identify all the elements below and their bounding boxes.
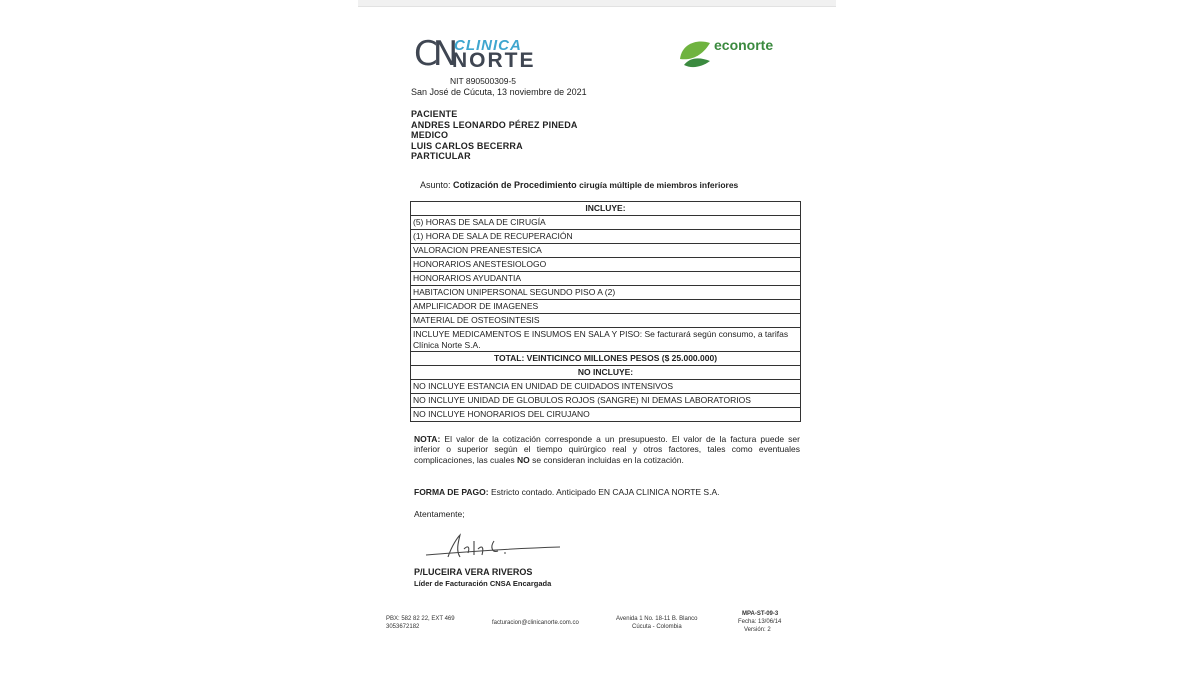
payment-paragraph (414, 487, 800, 497)
footer-email: facturacion@clinicanorte.com.co (492, 620, 579, 626)
include-item: VALORACION PREANESTESICA (411, 244, 801, 258)
excludes-header: NO INCLUYE: (411, 366, 801, 380)
note-text-2: se consideran incluidas en la cotización. (532, 454, 684, 465)
header-line-medico: MEDICO (411, 130, 449, 140)
note-label: NOTA: (414, 434, 441, 444)
place-date: San José de Cúcuta, 13 noviembre de 2021 (411, 87, 587, 97)
footer-code-date: Fecha: 13/06/14 (738, 619, 782, 625)
leaf-icon (676, 35, 716, 69)
include-item: (5) HORAS DE SALA DE CIRUGÍA (411, 216, 801, 230)
exclude-item: NO INCLUYE ESTANCIA EN UNIDAD DE CUIDADOS INTENSIVOS (411, 380, 801, 394)
subject-title: Cotización de Procedimiento (453, 180, 577, 190)
include-item: (1) HORA DE SALA DE RECUPERACIÓN (411, 230, 801, 244)
quote-table (410, 201, 801, 422)
header-line-paciente: PACIENTE (411, 109, 458, 119)
header-line-particular: PARTICULAR (411, 151, 471, 161)
signer-name: P/LUCEIRA VERA RIVEROS (414, 567, 533, 577)
footer-code: MPA-ST-09-3 (742, 611, 779, 617)
footer-city: Cúcuta - Colombia (632, 624, 682, 630)
include-item: MATERIAL DE OSTEOSINTESIS (411, 314, 801, 328)
viewer-top-bar (358, 0, 836, 7)
note-emphasis: NO (517, 454, 530, 465)
include-item: HABITACION UNIPERSONAL SEGUNDO PISO A (2) (411, 286, 801, 300)
include-item: HONORARIOS ANESTESIOLOGO (411, 258, 801, 272)
payment-label: FORMA DE PAGO: (414, 487, 489, 497)
subject-detail: cirugía múltiple de miembros inferiores (579, 180, 739, 190)
subject-label: Asunto: (420, 180, 451, 190)
clinica-norte-logo-word1: CLINICA (454, 37, 522, 54)
include-item: AMPLIFICADOR DE IMAGENES (411, 300, 801, 314)
document-page (358, 7, 836, 675)
clinica-norte-logo-word2: NORTE (452, 49, 536, 72)
footer-phone2: 3053672182 (386, 624, 420, 630)
total-row: TOTAL: VEINTICINCO MILLONES PESOS ($ 25.000.000) (411, 352, 801, 366)
include-item: INCLUYE MEDICAMENTOS E INSUMOS EN SALA Y PISO: Se facturará según consumo, a tarifas Clínica Norte S.A. (411, 328, 801, 352)
includes-header: INCLUYE: (411, 202, 801, 216)
header-line-patient-name: ANDRES LEONARDO PÉREZ PINEDA (411, 119, 578, 130)
note-text-1: El valor de la cotización corresponde a un presupuesto. El valor de la factura puede ser inferior o superior según el tiempo quirúrgico real y otros factores, tales como eventuales complicaciones, las cuales (414, 434, 800, 465)
exclude-item: NO INCLUYE HONORARIOS DEL CIRUJANO (411, 408, 801, 422)
subject-line (420, 180, 738, 191)
note-paragraph (414, 434, 800, 465)
payment-text: Estricto contado. Anticipado EN CAJA CLINICA NORTE S.A. (490, 487, 720, 497)
clinica-norte-logo-mark: CN (414, 34, 454, 74)
exclude-item: NO INCLUYE UNIDAD DE GLOBULOS ROJOS (SANGRE) NI DEMAS LABORATORIOS (411, 394, 801, 408)
signer-role: Líder de Facturación CNSA Encargada (414, 579, 552, 588)
header-line-doctor-name: LUIS CARLOS BECERRA (411, 140, 523, 151)
closing: Atentamente; (414, 509, 465, 519)
footer-version: Versión: 2 (744, 627, 771, 633)
handwritten-signature (424, 527, 564, 563)
nit-line: NIT 890500309-5 (450, 76, 517, 86)
econorte-logo-text: econorte (714, 37, 774, 53)
footer-address: Avenida 1 No. 18-11 B. Blanco (616, 616, 698, 622)
include-item: HONORARIOS AYUDANTIA (411, 272, 801, 286)
footer-phone: PBX: 582 82 22, EXT 469 (386, 616, 455, 622)
